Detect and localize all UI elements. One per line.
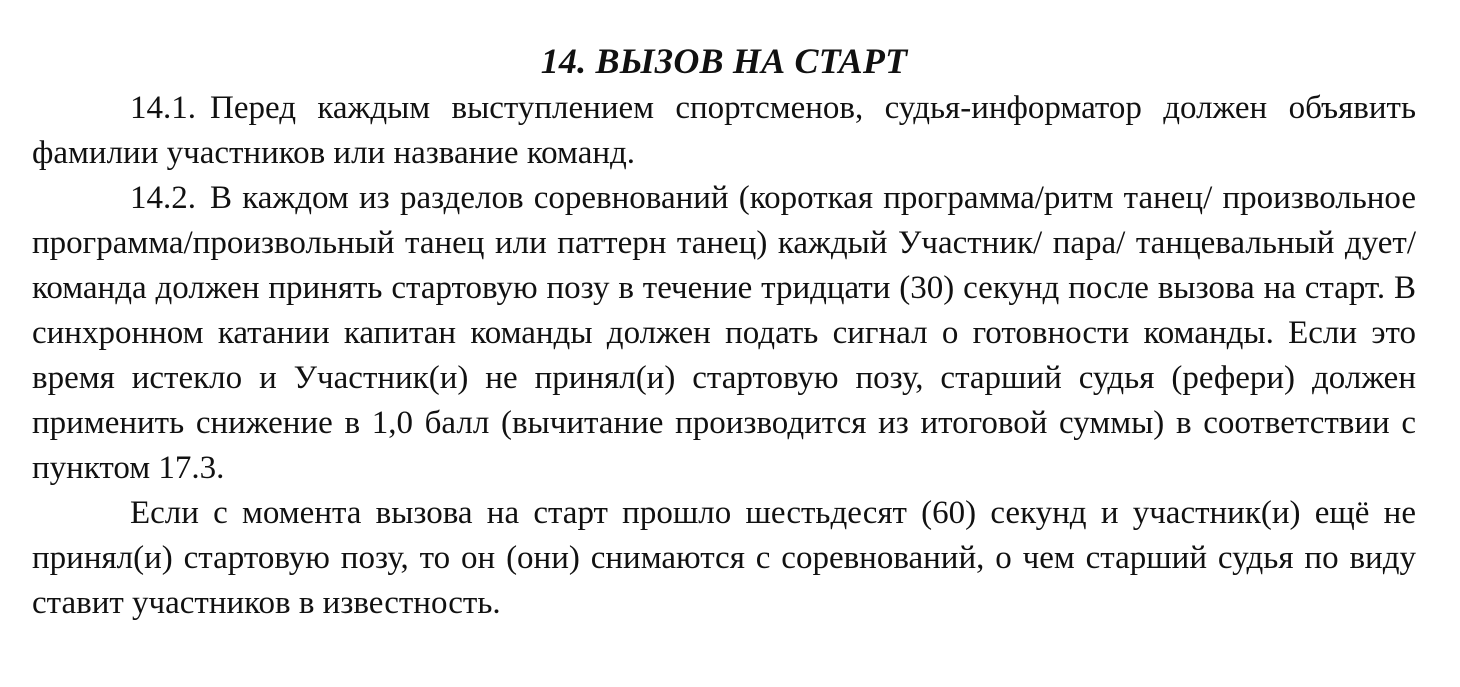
paragraph-14-2 <box>32 176 1416 491</box>
paragraph-number: 14.1. <box>130 90 196 126</box>
paragraph-closing: Если с момента вызова на старт прошло шестьдесят (60) секунд и участник(и) ещё не принял(и) стартовую позу, то он (они) снимаются с соревнований, о чем старший судья по виду ставит участников в известность. <box>32 495 1416 621</box>
paragraph-14-1 <box>32 86 1416 176</box>
section-title: 14. ВЫЗОВ НА СТАРТ <box>540 41 908 81</box>
paragraph-text: В каждом из разделов соревнований (короткая программа/ритм танец/ произвольное программа/произвольный танец или паттерн танец) каждый Участник/ пара/ танцевальный дует/команда должен принять стартовую позу в течение тридцати (30) секунд после вызова на старт. В синхронном катании капитан команды должен подать сигнал о готовности команды. Если это время истекло и Участник(и) не принял(и) стартовую позу, старший судья (рефери) должен применить снижение в 1,0 балл (вычитание производится из итоговой суммы) в соответствии с пунктом 17.3. <box>32 180 1416 486</box>
paragraph-text: Перед каждым выступлением спортсменов, судья-информатор должен объявить фамилии участников или название команд. <box>32 90 1416 171</box>
paragraph-number: 14.2. <box>130 180 196 216</box>
document-page <box>32 36 1416 626</box>
